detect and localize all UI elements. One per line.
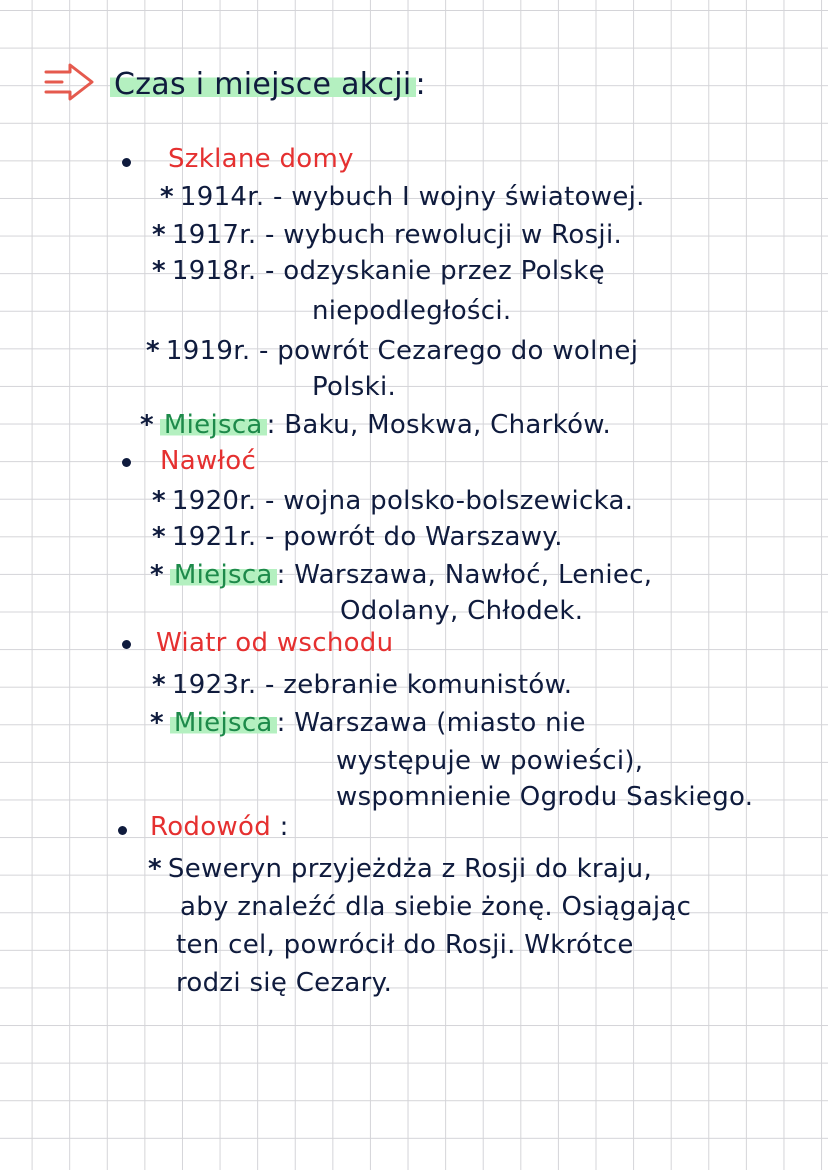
- places-text: : Warszawa (miasto nie: [276, 708, 586, 738]
- places-text: : Baku, Moskwa, Charków.: [266, 410, 612, 440]
- bullet-dot: [118, 826, 127, 835]
- paragraph-line: rodzi się Cezary.: [176, 968, 393, 998]
- page-title: [110, 68, 426, 102]
- bullet-dot: [122, 158, 131, 167]
- paragraph-line: ten cel, powrócił do Rosji. Wkrótce: [176, 930, 634, 960]
- timeline-entry: * 1921r. - powrót do Warszawy.: [152, 522, 563, 552]
- bullet-dot: [122, 458, 131, 467]
- places-label: Miejsca: [170, 708, 277, 738]
- section-heading: Rodowód :: [150, 812, 289, 842]
- entry-text: - odzyskanie przez Polskę: [265, 256, 605, 286]
- timeline-entry: * 1919r. - powrót Cezarego do wolnej: [146, 336, 639, 366]
- entry-text: - zebranie komunistów.: [265, 670, 573, 700]
- outlined-right-arrow-icon: [42, 62, 96, 102]
- entry-date: 1919r.: [165, 336, 251, 366]
- places-text: : Warszawa, Nawłoć, Leniec,: [276, 560, 653, 590]
- title-colon: :: [415, 67, 426, 102]
- entry-date: 1914r.: [179, 182, 265, 212]
- entry-text: - powrót Cezarego do wolnej: [259, 336, 639, 366]
- entry-date: 1920r.: [171, 486, 257, 516]
- entry-continuation: Polski.: [312, 372, 397, 402]
- paragraph-text: Seweryn przyjeżdża z Rosji do kraju,: [167, 854, 653, 884]
- places-continuation: występuje w powieści),: [336, 746, 644, 776]
- timeline-entry: * 1923r. - zebranie komunistów.: [152, 670, 573, 700]
- heading-text: Rodowód: [150, 812, 271, 842]
- section-heading: Wiatr od wschodu: [156, 628, 394, 658]
- timeline-entry: * 1914r. - wybuch I wojny światowej.: [160, 182, 645, 212]
- places-entry: * Miejsca : Baku, Moskwa, Charków.: [140, 410, 612, 440]
- paragraph-line: * Seweryn przyjeżdża z Rosji do kraju,: [148, 854, 653, 884]
- places-entry: * Miejsca : Warszawa, Nawłoć, Leniec,: [150, 560, 653, 590]
- entry-text: - powrót do Warszawy.: [265, 522, 563, 552]
- timeline-entry: * 1917r. - wybuch rewolucji w Rosji.: [152, 220, 623, 250]
- section-heading: Nawłoć: [160, 446, 257, 476]
- places-entry: * Miejsca : Warszawa (miasto nie: [150, 708, 586, 738]
- entry-text: - wybuch I wojny światowej.: [273, 182, 645, 212]
- places-label: Miejsca: [170, 560, 277, 590]
- entry-date: 1917r.: [171, 220, 257, 250]
- entry-date: 1921r.: [171, 522, 257, 552]
- places-continuation: wspomnienie Ogrodu Saskiego.: [336, 782, 754, 812]
- entry-text: - wojna polsko-bolszewicka.: [265, 486, 634, 516]
- places-label: Miejsca: [160, 410, 267, 440]
- places-continuation: Odolany, Chłodek.: [340, 596, 584, 626]
- timeline-entry: * 1918r. - odzyskanie przez Polskę: [152, 256, 605, 286]
- bullet-dot: [122, 640, 131, 649]
- entry-text: - wybuch rewolucji w Rosji.: [265, 220, 623, 250]
- paragraph-line: aby znaleźć dla siebie żonę. Osiągając: [180, 892, 692, 922]
- section-heading: Szklane domy: [168, 144, 354, 174]
- entry-continuation: niepodległości.: [312, 296, 512, 326]
- title-text: Czas i miejsce akcji: [110, 67, 416, 102]
- entry-date: 1918r.: [171, 256, 257, 286]
- entry-date: 1923r.: [171, 670, 257, 700]
- timeline-entry: * 1920r. - wojna polsko-bolszewicka.: [152, 486, 634, 516]
